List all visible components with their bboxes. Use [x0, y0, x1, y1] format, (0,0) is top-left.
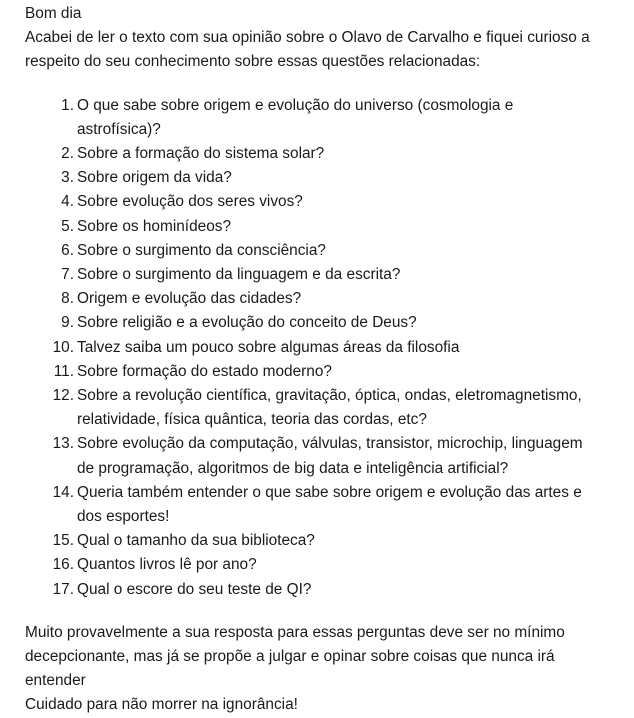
list-item-text [77, 215, 625, 239]
list-item [25, 384, 625, 432]
list-item-line: Sobre origem da vida? [77, 169, 232, 187]
list-item-line: Origem e evolução das cidades? [77, 290, 302, 308]
list-item [25, 263, 625, 287]
list-number: 13. [52, 435, 74, 453]
list-item [25, 166, 625, 190]
greeting: Bom dia [25, 5, 82, 22]
list-item [25, 190, 625, 214]
list-item [25, 94, 625, 142]
list-item-line: Sobre formação do estado moderno? [77, 362, 332, 380]
list-item-line: Sobre a revolução científica, gravitação, óptica, ondas, eletromagnetismo, [77, 387, 582, 405]
list-item-text [77, 432, 625, 480]
list-number: 2. [61, 145, 74, 163]
list-item-line: dos esportes! [77, 508, 170, 526]
list-number: 11. [53, 362, 74, 380]
list-item-text [77, 336, 625, 360]
list-number: 6. [61, 241, 74, 259]
list-item-text [77, 239, 625, 263]
list-item-line: Queria também entender o que sabe sobre origem e evolução das artes e [77, 483, 582, 501]
list-number: 7. [61, 266, 74, 284]
list-number: 3. [61, 169, 74, 187]
list-item-text [77, 263, 625, 287]
closing-line: decepcionante, mas já se propõe a julgar e opinar sobre coisas que nunca irá [25, 648, 555, 666]
list-item-line: Talvez saiba um pouco sobre algumas áreas da filosofia [77, 338, 460, 356]
list-item-text [77, 287, 625, 311]
list-item [25, 481, 625, 529]
list-item [25, 311, 625, 335]
list-item-line: Quantos livros lê por ano? [77, 556, 257, 574]
list-number: 17. [52, 580, 74, 598]
email-body [25, 2, 625, 718]
list-item-text [77, 529, 625, 553]
list-item [25, 142, 625, 166]
list-item-line: Sobre evolução da computação, válvulas, transistor, microchip, linguagem [77, 435, 583, 453]
list-item-text [77, 94, 625, 142]
list-item [25, 529, 625, 553]
list-item [25, 432, 625, 480]
list-number: 8. [61, 290, 74, 308]
list-number: 1. [61, 96, 74, 114]
list-item-text [77, 578, 625, 602]
list-item [25, 215, 625, 239]
list-item [25, 578, 625, 602]
closing-line: Cuidado para não morrer na ignorância! [25, 696, 298, 714]
intro-line: Acabei de ler o texto com sua opinião sobre o Olavo de Carvalho e fiquei curioso a [25, 29, 590, 47]
list-item-line: Sobre os hominídeos? [77, 217, 232, 235]
list-item-text [77, 190, 625, 214]
list-number: 14. [52, 483, 74, 501]
list-number: 10. [52, 338, 74, 356]
questions-list [25, 94, 625, 602]
list-item-text [77, 384, 625, 432]
list-number: 4. [61, 193, 74, 211]
list-item-line: Qual o escore do seu teste de QI? [77, 580, 312, 598]
list-item-line: Sobre o surgimento da consciência? [77, 241, 326, 259]
list-item-text [77, 553, 625, 577]
list-item-line: de programação, algoritmos de big data e inteligência artificial? [77, 459, 509, 477]
list-number: 16. [52, 556, 74, 574]
list-item-line: O que sabe sobre origem e evolução do universo (cosmologia e [77, 96, 514, 114]
list-number: 5. [61, 217, 74, 235]
list-item [25, 360, 625, 384]
list-item-line: Sobre religião e a evolução do conceito de Deus? [77, 314, 417, 332]
list-item-line: Sobre o surgimento da linguagem e da escrita? [77, 266, 401, 284]
list-item [25, 336, 625, 360]
intro-line: respeito do seu conhecimento sobre essas questões relacionadas: [25, 53, 481, 71]
list-item-line: Sobre evolução dos seres vivos? [77, 193, 303, 211]
list-item-text [77, 481, 625, 529]
list-item-line: astrofísica)? [77, 120, 161, 138]
closing-line: Muito provavelmente a sua resposta para essas perguntas deve ser no mínimo [25, 623, 565, 641]
list-number: 12. [52, 387, 74, 405]
list-item-line: Qual o tamanho da sua biblioteca? [77, 532, 315, 550]
list-item-text [77, 142, 625, 166]
list-item [25, 287, 625, 311]
list-item [25, 553, 625, 577]
list-item-text [77, 311, 625, 335]
list-item-text [77, 360, 625, 384]
list-item [25, 239, 625, 263]
list-item-text [77, 166, 625, 190]
list-number: 15. [52, 532, 74, 550]
list-number: 9. [61, 314, 74, 332]
list-item-line: relatividade, física quântica, teoria das cordas, etc? [77, 411, 427, 429]
closing-line: entender [25, 672, 86, 690]
list-item-line: Sobre a formação do sistema solar? [77, 145, 325, 163]
